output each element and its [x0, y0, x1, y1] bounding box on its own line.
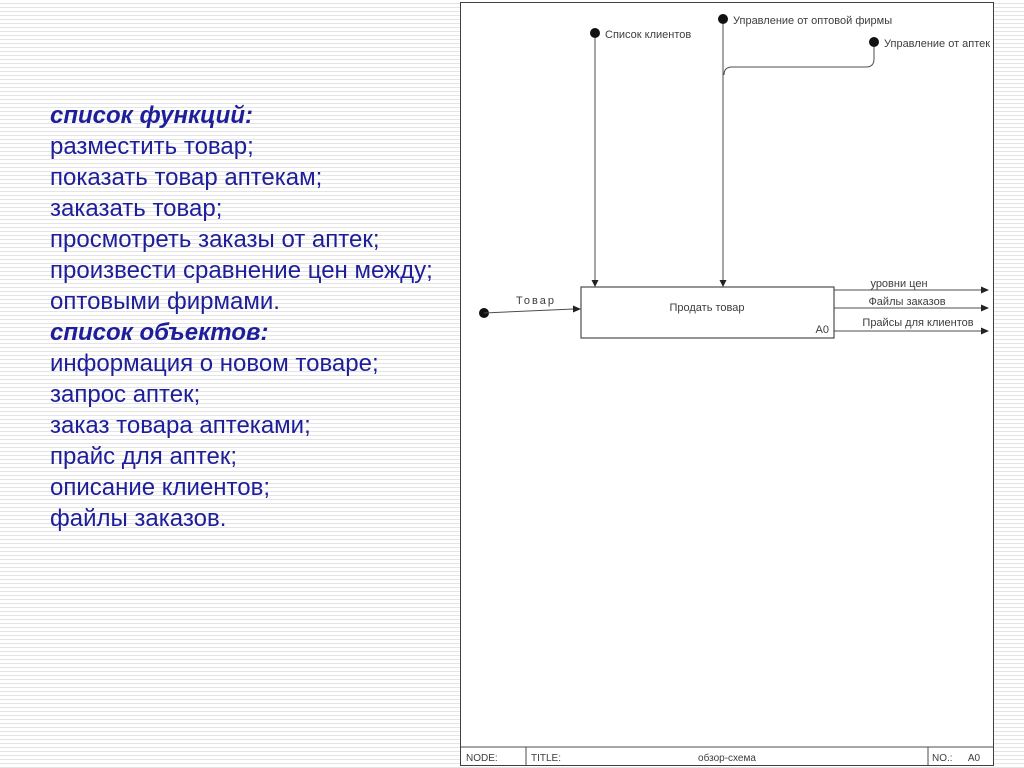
list-heading-functions: список функций:: [50, 102, 253, 129]
control-label: Управление от оптовой фирмы: [733, 15, 893, 27]
list-item: просмотреть заказы от аптек;: [50, 226, 380, 253]
node-field-label: NODE:: [466, 753, 498, 764]
title-field-label: TITLE:: [531, 753, 562, 764]
arrowhead-right-icon: [981, 287, 989, 294]
list-item: прайс для аптек;: [50, 443, 238, 470]
idef0-diagram: [461, 3, 993, 765]
connector-dot: [869, 37, 879, 47]
title-field-value: обзор-схема: [698, 753, 756, 764]
no-field-label: NO.:: [932, 753, 953, 764]
list-item: произвести сравнение цен между;: [50, 257, 433, 284]
control-branch-line: [724, 47, 874, 75]
list-item: заказ товара аптеками;: [50, 412, 311, 439]
function-box-title: Продать товар: [669, 302, 745, 314]
connector-dot: [718, 14, 728, 24]
list-item: разместить товар;: [50, 133, 254, 160]
output-label: Прайсы для клиентов: [862, 317, 974, 329]
output-label: Файлы заказов: [868, 296, 946, 308]
output-label: уровни цен: [870, 278, 928, 290]
list-item: файлы заказов.: [50, 505, 227, 532]
input-arrow-line: [484, 309, 574, 313]
control-label: Список клиентов: [605, 29, 692, 41]
no-field-value: A0: [967, 753, 981, 764]
arrowhead-down-icon: [592, 280, 599, 287]
list-item: информация о новом товаре;: [50, 350, 379, 377]
list-item: описание клиентов;: [50, 474, 271, 501]
list-item: показать товар аптекам;: [50, 164, 323, 191]
list-item: заказать товар;: [50, 195, 223, 222]
arrowhead-right-icon: [981, 305, 989, 312]
input-label: Товар: [516, 295, 556, 307]
function-object-list: [50, 100, 470, 534]
connector-dot: [590, 28, 600, 38]
list-heading-objects: список объектов:: [50, 319, 269, 346]
function-box-node-id: A0: [815, 324, 829, 336]
list-item: оптовыми фирмами.: [50, 288, 280, 315]
idef0-diagram-page: [460, 2, 994, 766]
control-label: Управление от аптек: [884, 38, 991, 50]
list-item: запрос аптек;: [50, 381, 201, 408]
arrowhead-right-icon: [573, 306, 581, 313]
arrowhead-down-icon: [720, 280, 727, 287]
arrowhead-right-icon: [981, 328, 989, 335]
